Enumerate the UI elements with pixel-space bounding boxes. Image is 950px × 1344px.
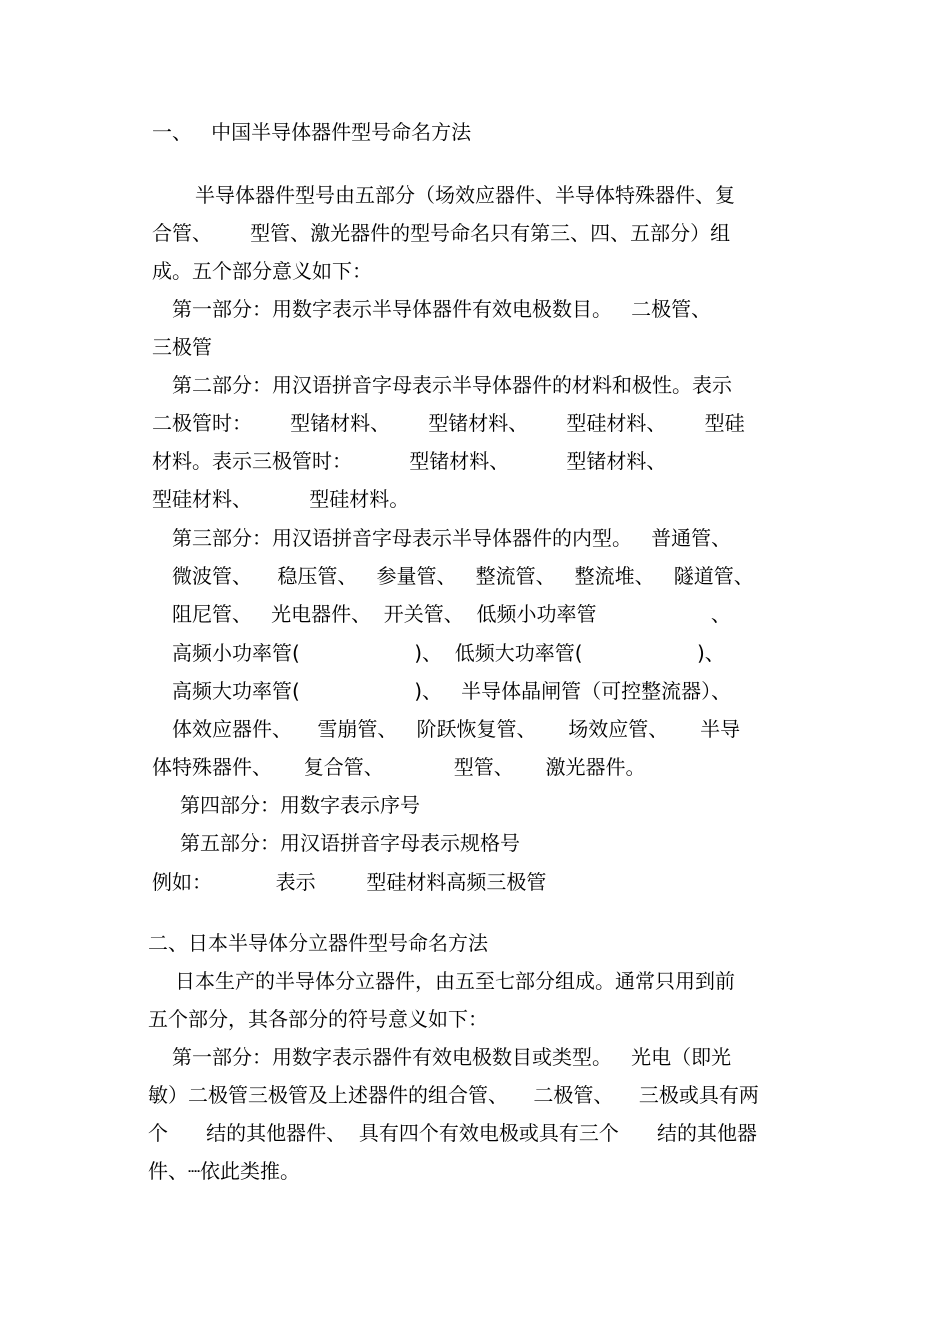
text-line: 三极管 bbox=[152, 335, 212, 359]
text-line: 五个部分，其各部分的符号意义如下： bbox=[148, 1007, 488, 1031]
text-line: 阻尼管、 光电器件、 开关管、 低频小功率管 、 bbox=[172, 602, 731, 626]
text-line: 第二部分：用汉语拼音字母表示半导体器件的材料和极性。表示 bbox=[172, 373, 732, 397]
text-line: 件、┈依此类推。 bbox=[148, 1159, 301, 1183]
section-2-heading: 二、日本半导体分立器件型号命名方法 bbox=[148, 931, 488, 955]
text-line: 体特殊器件、 复合管、 型管、 激光器件。 bbox=[152, 755, 646, 779]
text-line: 敏）二极管三极管及上述器件的组合管、 二极管、 三极或具有两 bbox=[148, 1083, 759, 1107]
text-line: 例如： 表示 型硅材料高频三极管 bbox=[152, 870, 547, 894]
text-line: 第四部分：用数字表示序号 bbox=[180, 793, 420, 817]
text-line: 高频小功率管( )、 低频大功率管( )、 bbox=[172, 641, 725, 665]
section-1-heading: 一、 中国半导体器件型号命名方法 bbox=[152, 120, 472, 144]
text-line: 第三部分：用汉语拼音字母表示半导体器件的内型。 普通管、 bbox=[172, 526, 732, 550]
text-line: 微波管、 稳压管、 参量管、 整流管、 整流堆、 隧道管、 bbox=[172, 564, 754, 588]
text-line: 第五部分：用汉语拼音字母表示规格号 bbox=[180, 831, 520, 855]
text-line: 个 结的其他器件、 具有四个有效电极或具有三个 结的其他器 bbox=[148, 1121, 758, 1145]
text-line: 型硅材料、 型硅材料。 bbox=[152, 487, 410, 511]
text-line: 第一部分：用数字表示器件有效电极数目或类型。 光电（即光 bbox=[172, 1045, 732, 1069]
text-line: 合管、 型管、激光器件的型号命名只有第三、四、五部分）组 bbox=[152, 221, 731, 245]
text-line: 高频大功率管( )、 半导体晶闸管（可控整流器）、 bbox=[172, 679, 732, 703]
text-line: 成。五个部分意义如下： bbox=[152, 259, 372, 283]
text-line: 第一部分：用数字表示半导体器件有效电极数目。 二极管、 bbox=[172, 297, 712, 321]
text-line: 二极管时： 型锗材料、 型锗材料、 型硅材料、 型硅 bbox=[152, 411, 745, 435]
text-line: 体效应器件、 雪崩管、 阶跃恢复管、 场效应管、 半导 bbox=[172, 717, 741, 741]
text-line: 日本生产的半导体分立器件，由五至七部分组成。通常只用到前 bbox=[175, 969, 735, 993]
text-line: 材料。表示三极管时： 型锗材料、 型锗材料、 bbox=[152, 449, 667, 473]
text-line: 半导体器件型号由五部分（场效应器件、半导体特殊器件、复 bbox=[195, 183, 735, 207]
